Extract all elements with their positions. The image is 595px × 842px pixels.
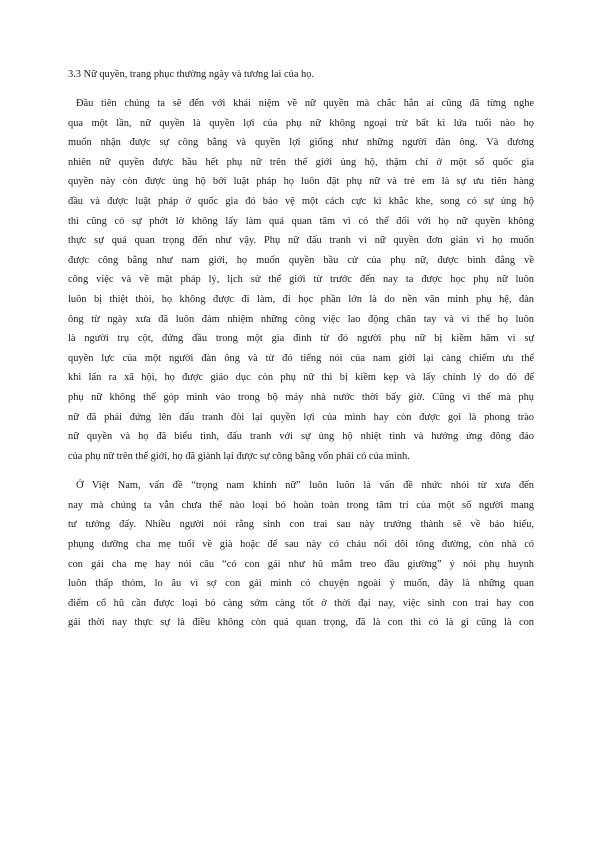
text-line: Ở Việt Nam, vấn đề “trọng nam khinh nữ” luôn luôn là vấn đề nhức nhói từ xưa đến [76,480,534,492]
text-line: đầu và được luật pháp ở quốc gia đó bảo vệ một cách cực kì khắc khe, song có sự ủng hộ [68,195,534,207]
text-line: khi lấn ra xã hội, họ được giáo dục còn phụ nữ thì bị kiềm kẹp và lấy chính lý do đó để [68,372,534,384]
text-line: luôn bị thiệt thòi, họ không được đi làm, đi học phần lớn là do nền văn minh phụ hệ, đàn [68,293,534,305]
text-line: công việc và về mặt pháp lý, lịch sử thế giới từ trước đến nay ta được học phụ nữ luôn [68,274,534,286]
text-line: phụ nữ không thể góp mình vào trong bộ máy nhà nước thời bấy giờ. Cũng vì thế mà phụ [68,391,534,403]
text-line: con gái cha mẹ hay nói câu “có con gái như hũ mắm treo đầu giường” ý nói phụ huynh [68,558,534,570]
text-line: luôn thấp thỏm, lo âu vì sợ con gái mình có chuyện ngoài ý muốn, đây là những quan [68,578,534,590]
text-line: muốn nhận được sự công bằng và quyền lợi giống như những người đàn ông. Và đương [68,137,534,149]
text-line: phụng dưỡng cha mẹ tuổi về già hoặc để sau này có cháu nối dõi tông đường, còn nhà có [68,539,534,551]
text-line: quyền này còn được ủng hộ bởi luật pháp họ luôn đặt phụ nữ và trẻ em là sự ưu tiên hàng [68,176,534,188]
text-line: điểm cổ hũ cần được loại bỏ càng sớm càng tốt ở thời đại nay, việc sinh con trai hay con [68,597,534,609]
text-line: nay mà chúng ta vẫn chưa thể nào loại bỏ hoàn toàn trong tâm trí của một số người mang [68,499,534,511]
text-line: nữ quyền và họ đã biểu tình, đấu tranh với sự ủng hộ nhiệt tình và hưởng ứng đông đảo [68,431,534,443]
text-line: được công bằng như nam giới, họ muốn quyền bầu cử của phụ nữ, được bình đẳng về [68,254,534,266]
paragraph-vietnam [68,476,534,633]
section-heading: 3.3 Nữ quyền, trang phục thường ngày và tương lai của họ. [68,69,315,80]
text-line: nữ đã phải đứng lên đấu tranh đòi lại quyền lợi của mình hay còn được gọi là phong trào [68,411,534,423]
text-line: qua một lần, nữ quyền là quyền lợi của phụ nữ không ngoại trừ bất kì lứa tuổi nào họ [68,117,534,129]
text-line: nhiên nữ quyền được hầu hết phụ nữ trên thế giới ủng hộ, thậm chí ở một số quốc gia [68,156,534,168]
text-line: là người trụ cột, đứng đầu trong một gia đình từ đó người phụ nữ bị kiềm hãm vì sự [68,333,534,345]
text-line: gái thời nay thực sự là điều không còn quá quan trọng, đã là con thì có là gì cũng là con [68,617,534,629]
text-line: ông từ ngày xưa đã luôn đảm nhiệm những công việc lao động chân tay và vì thế họ luôn [68,313,534,325]
text-line: Đầu tiên chúng ta sẽ đến với khái niệm về nữ quyền mà chắc hẳn ai cũng đã từng nghe [76,98,534,109]
text-line: quyền lực của một người đàn ông và từ đó tiếng nói của nam giới lại càng chiếm ưu thế [68,352,534,364]
text-line: thực sự quá quan trọng đến như vậy. Phụ nữ đấu tranh vì nữ quyền đơn giản vì họ muốn [68,235,534,247]
document-body [68,66,534,643]
text-line: của phụ nữ trên thế giới, họ đã giành lại được sự công bằng vốn phải có của mình. [68,450,410,462]
paragraph-feminism [68,94,534,466]
text-line: thì cũng có sự phớt lờ không lấy làm quá quan tâm vì có thể đối với họ nữ quyền không [68,215,534,227]
text-line: tư tưởng đấy. Nhiều người nói rằng sinh con trai sau này trưởng thành sẽ về báo hiếu, [68,519,534,531]
